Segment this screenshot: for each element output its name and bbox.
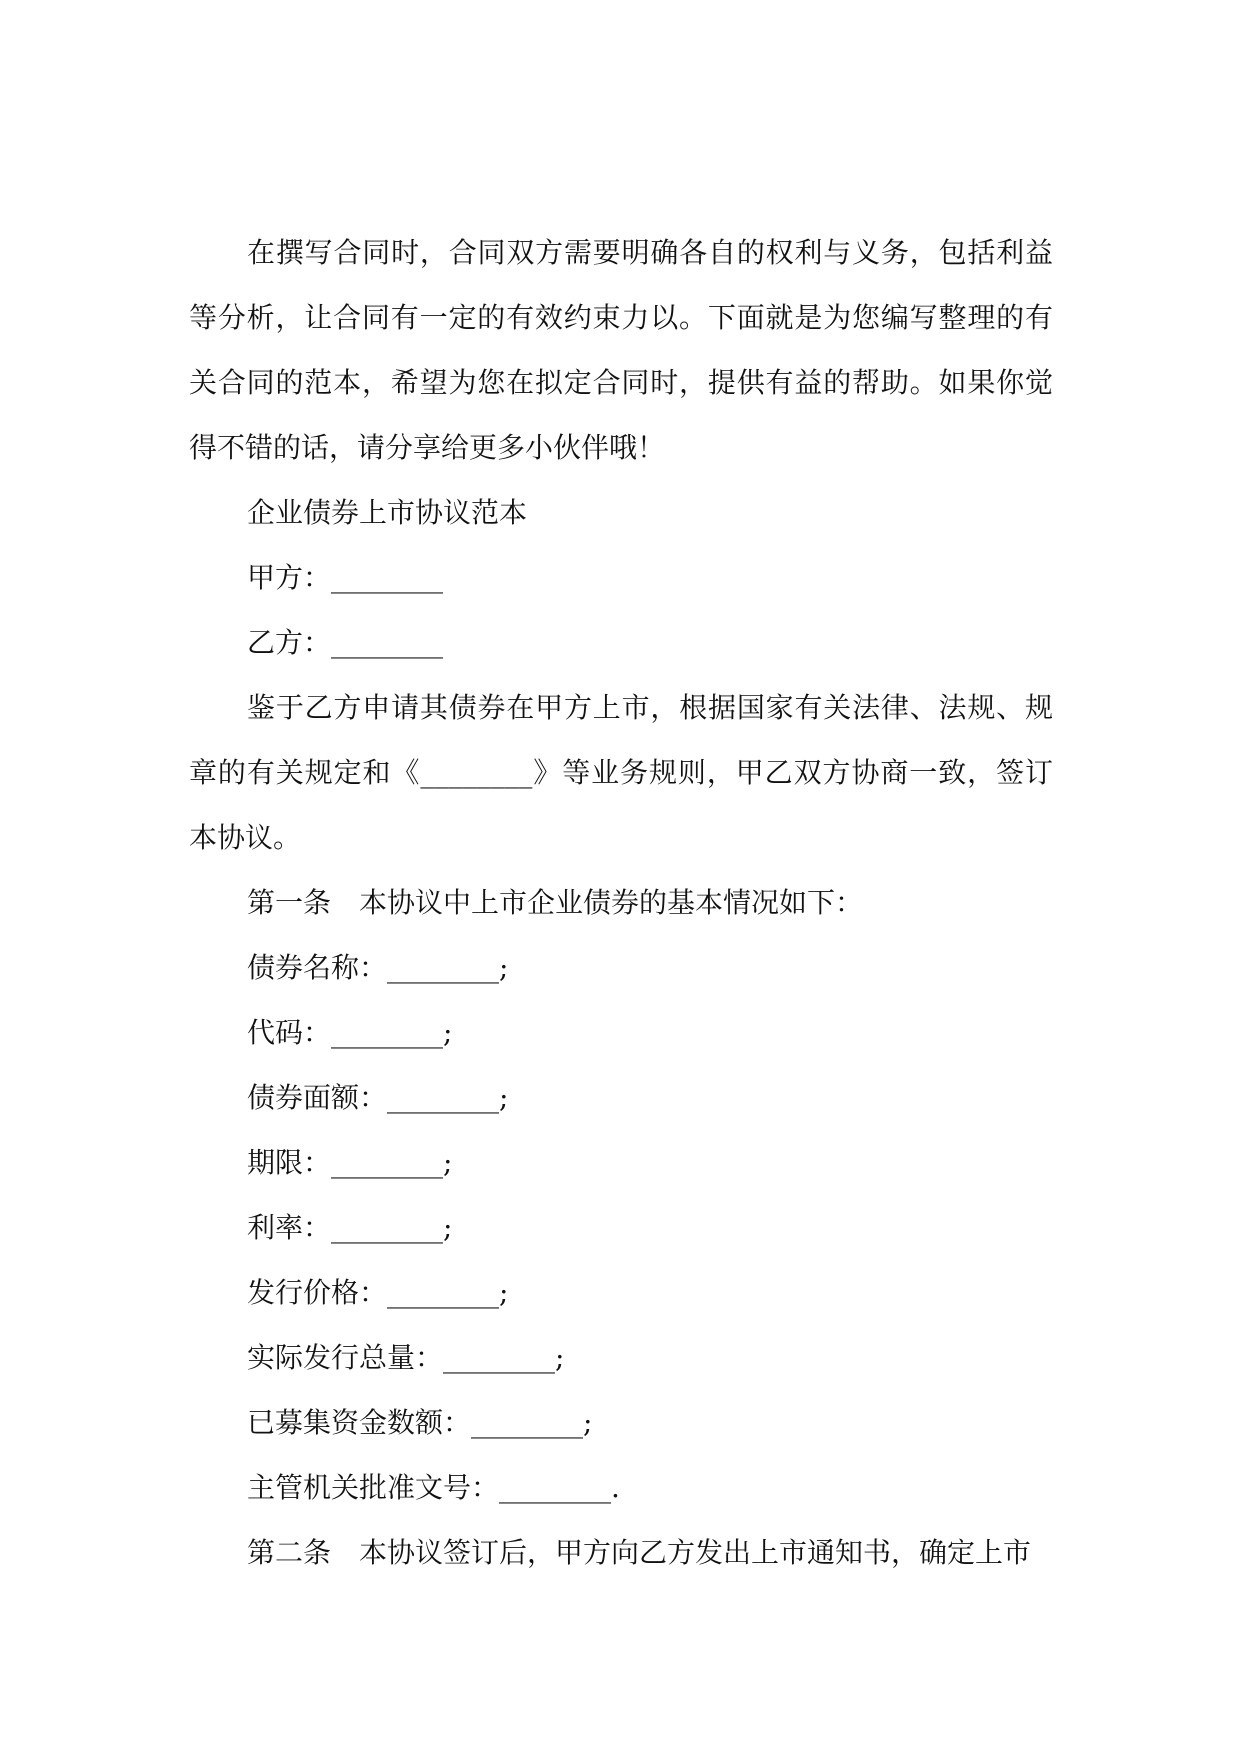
raised-funds-field: 已募集资金数额：________; bbox=[247, 1406, 593, 1439]
bond-code-field: 代码：________; bbox=[247, 1016, 453, 1049]
bond-face-value-field: 债券面额：________; bbox=[247, 1081, 509, 1114]
document-title: 企业债券上市协议范本 bbox=[247, 496, 528, 529]
bond-term-field: 期限：________; bbox=[247, 1146, 453, 1179]
intro-paragraph: 在撰写合同时，合同双方需要明确各自的权利与义务，包括利益等分析，让合同有一定的有效约束力以。下面就是为您编写整理的有关合同的范本，希望为您在拟定合同时，提供有益的帮助。如果你觉得不错的话，请分享给更多小伙伴哦！ bbox=[189, 236, 1053, 464]
article-1-heading: 第一条 本协议中上市企业债券的基本情况如下： bbox=[247, 886, 864, 919]
bond-interest-rate-field: 利率：________; bbox=[247, 1211, 453, 1244]
article-2-text: 第二条 本协议签订后，甲方向乙方发出上市通知书，确定上市 bbox=[247, 1536, 1032, 1569]
issue-price-field: 发行价格：________; bbox=[247, 1276, 509, 1309]
party-a-line: 甲方：________ bbox=[247, 561, 444, 594]
party-b-line: 乙方：________ bbox=[247, 626, 444, 659]
document-body bbox=[189, 220, 1053, 1585]
bond-name-field: 债券名称：________; bbox=[247, 951, 509, 984]
approval-number-field: 主管机关批准文号：________. bbox=[247, 1471, 620, 1504]
preamble-paragraph: 鉴于乙方申请其债券在甲方上市，根据国家有关法律、法规、规章的有关规定和《________》等业务规则，甲乙双方协商一致，签订本协议。 bbox=[189, 691, 1053, 854]
actual-issue-total-field: 实际发行总量：________; bbox=[247, 1341, 565, 1374]
